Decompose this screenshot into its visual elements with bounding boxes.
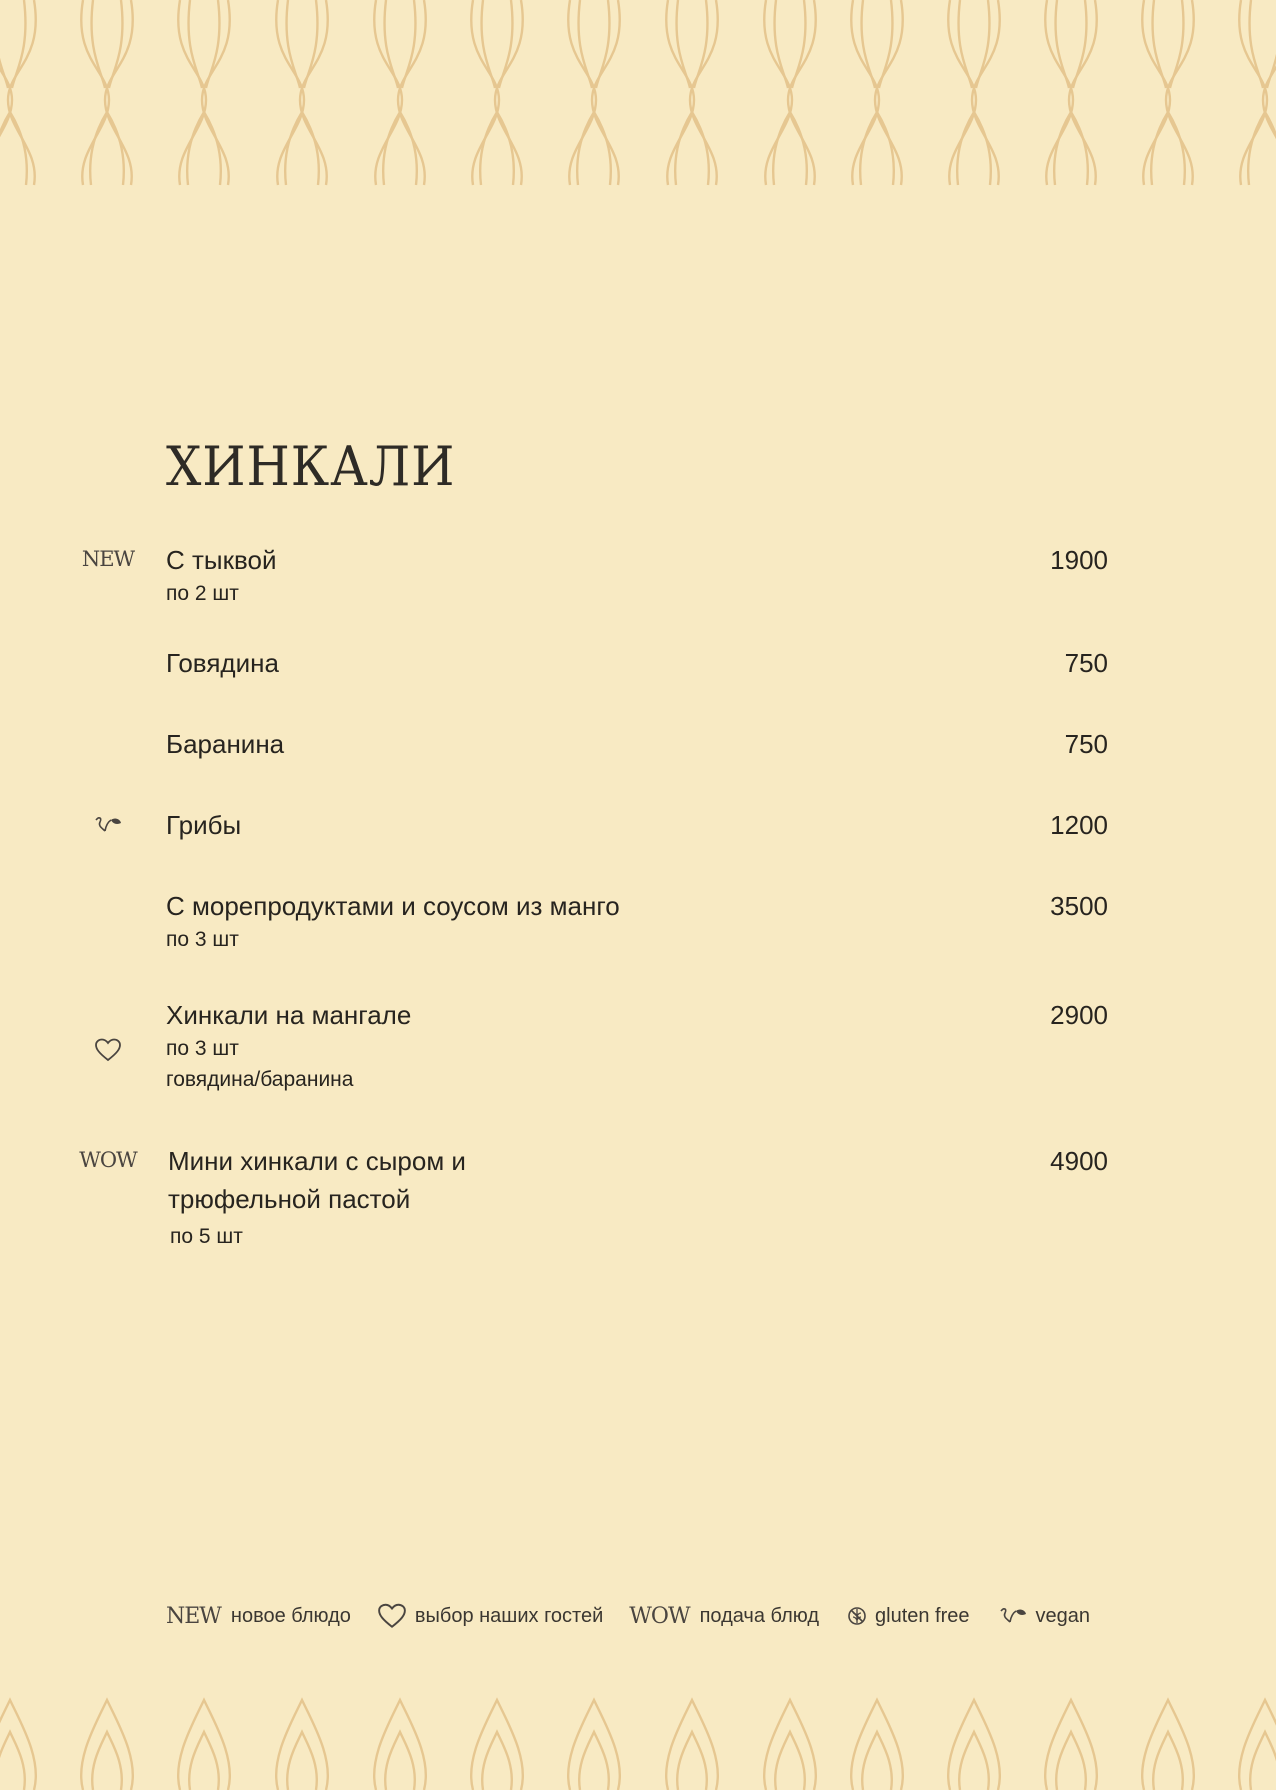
wow-mark: WOW	[79, 1148, 137, 1172]
item-name: Говядина	[166, 648, 279, 678]
top-ornament-pattern	[0, 0, 1276, 188]
item-name: С морепродуктами и соусом из манго	[166, 891, 620, 921]
legend	[166, 1596, 1090, 1636]
legend-label: vegan	[1035, 1604, 1091, 1627]
item-portion: по 3 шт	[166, 928, 239, 951]
item-name: С тыквой	[166, 545, 277, 575]
vegan-icon	[66, 814, 150, 836]
item-name: Хинкали на мангале	[166, 1000, 412, 1030]
legend-vegan	[998, 1605, 1091, 1628]
item-price: 4900	[1050, 1146, 1108, 1176]
item-price: 3500	[1050, 891, 1108, 921]
legend-label: выбор наших гостей	[414, 1604, 604, 1627]
item-price: 1200	[1050, 810, 1108, 840]
item-name: Мини хинкали с сыром и трюфельной пастой	[168, 1146, 466, 1214]
legend-wow	[629, 1604, 819, 1629]
item-price: 1900	[1050, 545, 1108, 575]
legend-label: подача блюд	[699, 1604, 819, 1627]
item-portion: по 2 шт	[166, 582, 239, 605]
item-name: Баранина	[166, 729, 285, 759]
new-mark: NEW	[81, 547, 135, 571]
item-portion: по 5 шт	[170, 1225, 243, 1248]
bottom-ornament-pattern	[0, 1690, 1276, 1790]
legend-guests-choice	[377, 1603, 603, 1629]
item-price: 750	[1064, 648, 1108, 678]
legend-label: gluten free	[875, 1604, 970, 1627]
item-details: говядина/баранина	[166, 1068, 354, 1091]
item-portion: по 3 шт	[166, 1037, 239, 1060]
item-name: Грибы	[166, 810, 242, 840]
heart-icon	[66, 1038, 150, 1062]
legend-new	[166, 1604, 351, 1629]
gluten-free-icon	[847, 1605, 867, 1627]
heart-icon	[377, 1603, 407, 1629]
item-price: 2900	[1050, 1000, 1108, 1030]
legend-gluten-free	[847, 1605, 970, 1628]
vegan-icon	[998, 1605, 1028, 1627]
menu-title: ХИНКАЛИ	[166, 435, 456, 499]
legend-label: новое блюдо	[230, 1604, 351, 1627]
new-mark: NEW	[166, 1603, 221, 1629]
wow-mark: WOW	[629, 1603, 690, 1629]
item-price: 750	[1064, 729, 1108, 759]
